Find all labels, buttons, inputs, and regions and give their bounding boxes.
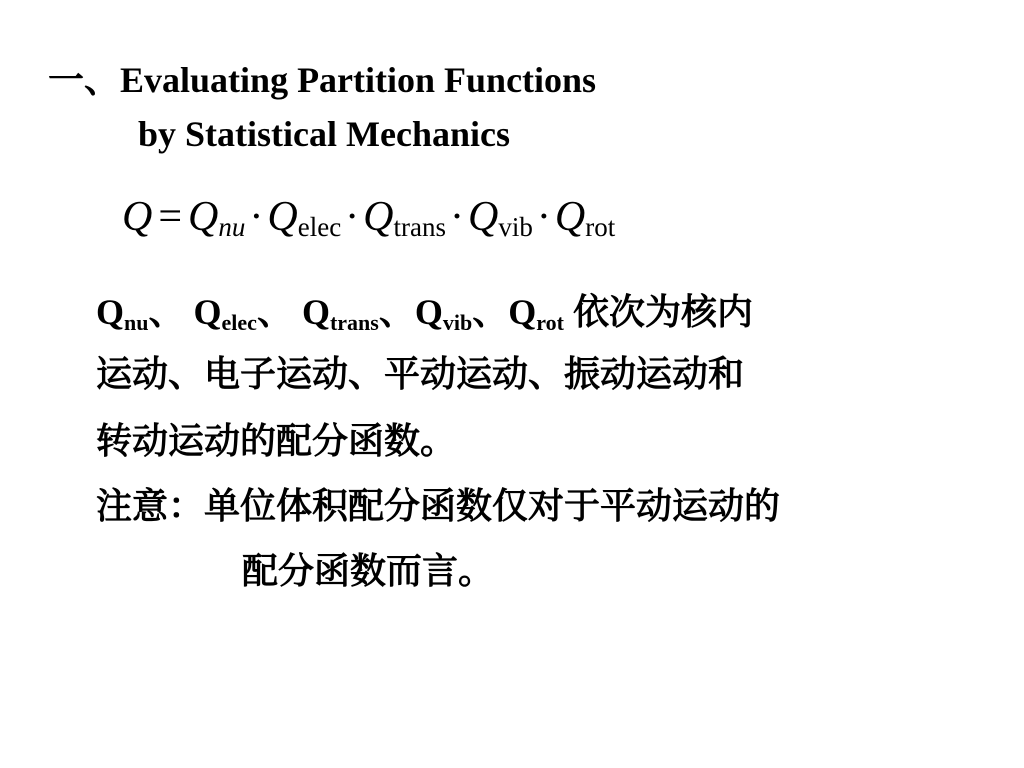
body-line-2: 运动、电子运动、平动运动、振动运动和 — [96, 354, 745, 395]
body-separator: 、 — [148, 292, 185, 333]
equation-term-symbol: Q — [188, 194, 219, 240]
body-symbol-letter: Q — [414, 292, 443, 332]
body-symbol-letter: Q — [96, 292, 125, 332]
equation-term-sub: vib — [498, 212, 533, 242]
body-symbol-sub: trans — [329, 310, 379, 335]
equation-dot: · — [249, 194, 264, 240]
body-symbol-letter: Q — [508, 292, 537, 332]
body-symbol-sub: vib — [442, 310, 473, 335]
equation-equals: = — [158, 194, 183, 240]
equation-term-symbol: Q — [363, 194, 394, 240]
equation-term-symbol: Q — [468, 194, 499, 240]
body-separator: 、 — [378, 292, 415, 333]
equation-term-sub: elec — [297, 212, 342, 242]
body-symbol-sub: elec — [221, 310, 257, 335]
body-symbol — [301, 292, 379, 335]
body-line-3: 转动运动的配分函数。 — [96, 421, 457, 462]
equation-lhs: Q — [122, 194, 153, 240]
partition-function-equation — [122, 192, 615, 242]
body-line-1 — [96, 290, 753, 335]
body-symbol-letter: Q — [301, 292, 330, 332]
body-line-1-text: 依次为核内 — [572, 292, 753, 333]
body-symbol — [508, 292, 564, 335]
body-note-line-1: 注意：单位体积配分函数仅对于平动运动的 — [96, 486, 781, 527]
equation-term-sub: rot — [585, 212, 616, 242]
body-separator: 、 — [256, 292, 293, 333]
body-symbol-sub: rot — [536, 310, 564, 335]
body-note-line-2: 配分函数而言。 — [242, 551, 495, 592]
equation-term-symbol: Q — [554, 194, 586, 240]
body-symbol — [193, 292, 257, 335]
body-symbol — [414, 292, 473, 335]
title-line-2: by Statistical Mechanics — [138, 114, 510, 154]
title-prefix: 一、 — [48, 60, 121, 101]
body-symbol — [96, 292, 149, 335]
body-symbol-sub: nu — [124, 310, 149, 335]
equation-dot: · — [450, 194, 464, 240]
equation-term-sub: nu — [218, 212, 246, 242]
body-symbol-letter: Q — [193, 292, 222, 332]
equation-dot: · — [536, 194, 551, 240]
title-line-1 — [48, 60, 596, 101]
equation-term-symbol: Q — [267, 194, 298, 240]
equation-term-sub: trans — [393, 212, 446, 242]
body-separator: 、 — [472, 292, 509, 333]
equation-dot: · — [345, 194, 360, 240]
title-text-1: Evaluating Partition Functions — [120, 60, 597, 100]
